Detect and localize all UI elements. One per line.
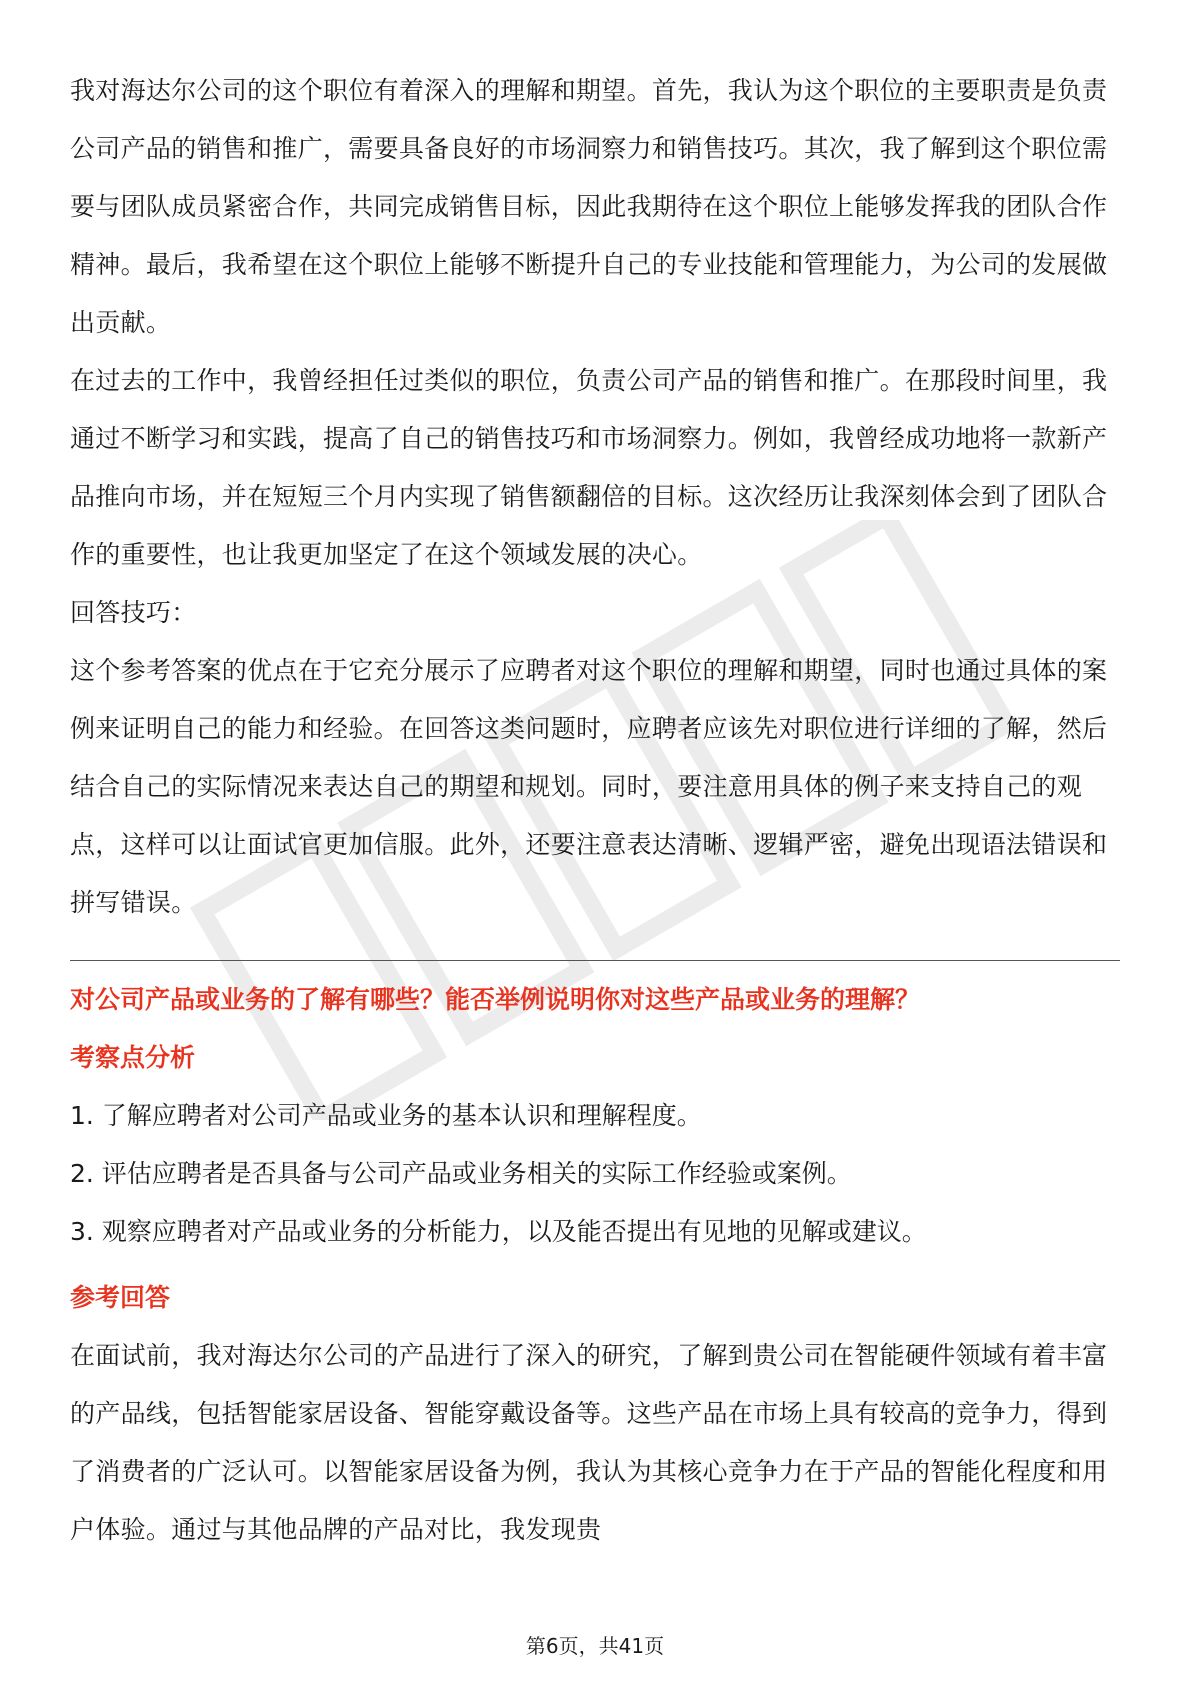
content-area	[70, 62, 1120, 1559]
analysis-heading: 考察点分析	[70, 1043, 196, 1072]
list-item: 2. 评估应聘者是否具备与公司产品或业务相关的实际工作经验或案例。	[70, 1159, 852, 1188]
paragraph: 我对海达尔公司的这个职位有着深入的理解和期望。首先，我认为这个职位的主要职责是负责公司产品的销售和推广，需要具备良好的市场洞察力和销售技巧。其次，我了解到这个职位需要与团队成员紧密合作，共同完成销售目标，因此我期待在这个职位上能够发挥我的团队合作精神。最后，我希望在这个职位上能够不断提升自己的专业技能和管理能力，为公司的发展做出贡献。	[70, 76, 1108, 337]
page-number: 第6页，共41页	[525, 1634, 665, 1658]
tips-label: 回答技巧：	[70, 598, 197, 627]
tips-text: 这个参考答案的优点在于它充分展示了应聘者对这个职位的理解和期望，同时也通过具体的案例来证明自己的能力和经验。在回答这类问题时，应聘者应该先对职位进行详细的了解，然后结合自己的实际情况来表达自己的期望和规划。同时，要注意用具体的例子来支持自己的观点，这样可以让面试官更加信服。此外，还要注意表达清晰、逻辑严密，避免出现语法错误和拼写错误。	[70, 656, 1108, 917]
answer-heading: 参考回答	[70, 1283, 171, 1312]
paragraph: 在过去的工作中，我曾经担任过类似的职位，负责公司产品的销售和推广。在那段时间里，我通过不断学习和实践，提高了自己的销售技巧和市场洞察力。例如，我曾经成功地将一款新产品推向市场，并在短短三个月内实现了销售额翻倍的目标。这次经历让我深刻体会到了团队合作的重要性，也让我更加坚定了在这个领域发展的决心。	[70, 366, 1108, 569]
list-item: 3. 观察应聘者对产品或业务的分析能力，以及能否提出有见地的见解或建议。	[70, 1217, 927, 1246]
answer-text: 在面试前，我对海达尔公司的产品进行了深入的研究，了解到贵公司在智能硬件领域有着丰富的产品线，包括智能家居设备、智能穿戴设备等。这些产品在市场上具有较高的竞争力，得到了消费者的广泛认可。以智能家居设备为例，我认为其核心竞争力在于产品的智能化程度和用户体验。通过与其他品牌的产品对比，我发现贵	[70, 1341, 1108, 1544]
section-divider	[70, 960, 1120, 961]
question-title: 对公司产品或业务的了解有哪些？能否举例说明你对这些产品或业务的理解？	[70, 985, 921, 1014]
list-item: 1. 了解应聘者对公司产品或业务的基本认识和理解程度。	[70, 1101, 702, 1130]
